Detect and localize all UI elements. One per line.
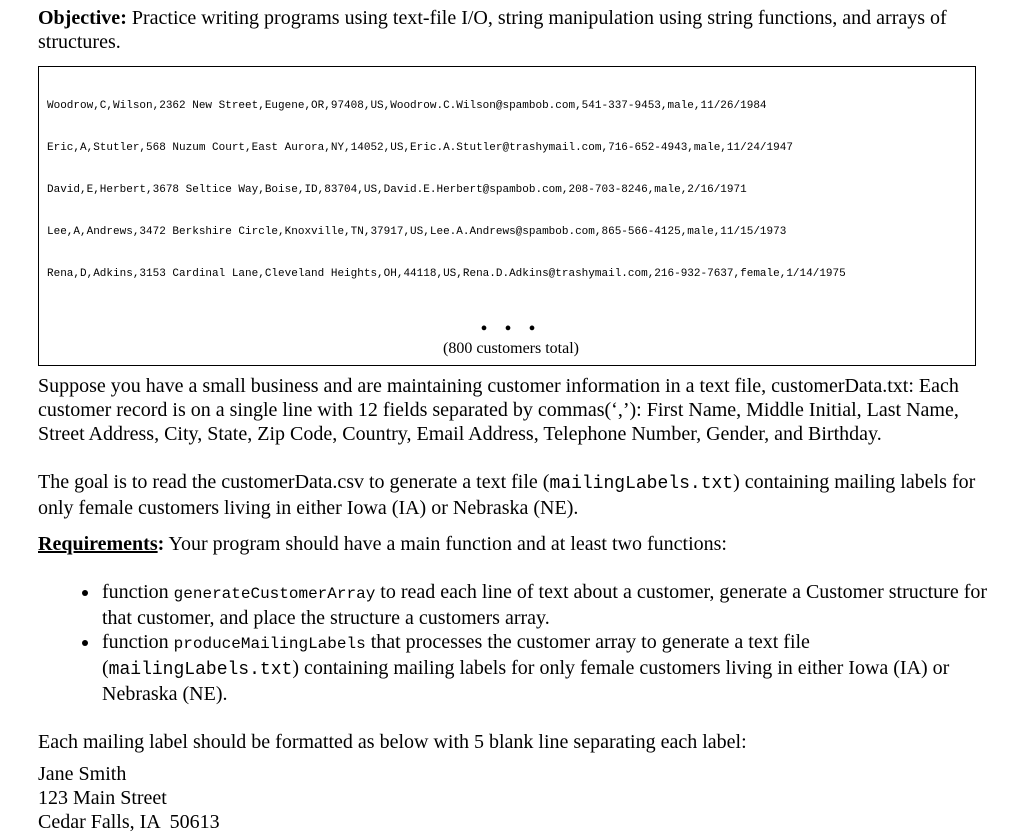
bullet-text-2: ) containing mailing labels for only female customers living in either Iowa (IA) or Nebraska (NE). <box>102 657 950 705</box>
label-name: Jane Smith <box>38 763 127 785</box>
objective-text: Practice writing programs using text-file I/O, string manipulation using string functions, and arrays of structures. <box>38 7 947 53</box>
function-name: generateCustomerArray <box>173 585 376 603</box>
objective-label: Objective: <box>38 7 127 29</box>
bullet-prefix: function <box>102 581 174 603</box>
data-line: Rena,D,Adkins,3153 Cardinal Lane,Cleveland Heights,OH,44118,US,Rena.D.Adkins@trashymail.com,216-932-7637,female,1/14/1975 <box>47 268 846 280</box>
goal-paragraph <box>38 470 988 520</box>
label-city-line: Cedar Falls, IA 50613 <box>38 811 220 833</box>
requirements-label: Requirements <box>38 533 158 555</box>
goal-filename: mailingLabels.txt <box>549 474 734 494</box>
ellipsis: • • • <box>480 318 542 340</box>
goal-text-before: The goal is to read the customerData.csv to generate a text file ( <box>38 471 550 493</box>
sample-data-box <box>38 66 976 366</box>
function-list <box>38 580 988 706</box>
data-line: Eric,A,Stutler,568 Nuzum Court,East Aurora,NY,14052,US,Eric.A.Stutler@trashymail.com,716-652-4943,male,11/24/1947 <box>47 142 793 154</box>
sample-mailing-label <box>38 762 988 834</box>
list-item <box>100 630 988 706</box>
customer-total: (800 customers total) <box>443 340 579 357</box>
requirements-text: Your program should have a main function and at least two functions: <box>164 533 727 555</box>
bullet-text: that processes the customer array to generate a text file ( <box>102 631 810 679</box>
objective-paragraph <box>38 6 988 54</box>
data-line: Woodrow,C,Wilson,2362 New Street,Eugene,OR,97408,US,Woodrow.C.Wilson@spambob.com,541-337-9453,male,11/26/1984 <box>47 100 767 112</box>
list-item <box>100 580 988 630</box>
data-line: Lee,A,Andrews,3472 Berkshire Circle,Knoxville,TN,37917,US,Lee.A.Andrews@spambob.com,865-566-4125,male,11/15/1973 <box>47 226 787 238</box>
requirements-colon: : <box>157 533 165 555</box>
label-format-intro: Each mailing label should be formatted as below with 5 blank line separating each label: <box>38 731 747 753</box>
requirements-paragraph <box>38 532 988 556</box>
bullet-prefix: function <box>102 631 174 653</box>
document-page <box>38 6 988 834</box>
function-name: produceMailingLabels <box>173 635 366 653</box>
output-filename: mailingLabels.txt <box>108 660 293 680</box>
bullet-text: to read each line of text about a customer, generate a Customer structure for that customer, and place the structure a customers array. <box>102 581 988 629</box>
data-line: David,E,Herbert,3678 Seltice Way,Boise,ID,83704,US,David.E.Herbert@spambob.com,208-703-8246,male,2/16/1971 <box>47 184 747 196</box>
goal-text-after: ) containing mailing labels for only female customers living in either Iowa (IA) or Nebraska (NE). <box>38 471 976 519</box>
label-street: 123 Main Street <box>38 787 167 809</box>
sample-data-lines <box>47 71 975 309</box>
description-paragraph: Suppose you have a small business and are maintaining customer information in a text file, customerData.txt: Each customer record is on a single line with 12 fields separated by commas(‘,’): First Name, Middle Initial, Last Name, Street Address, City, State, Zip Code, Country, Email Address, Telephone Number, Gender, and Birthday. <box>38 375 959 445</box>
